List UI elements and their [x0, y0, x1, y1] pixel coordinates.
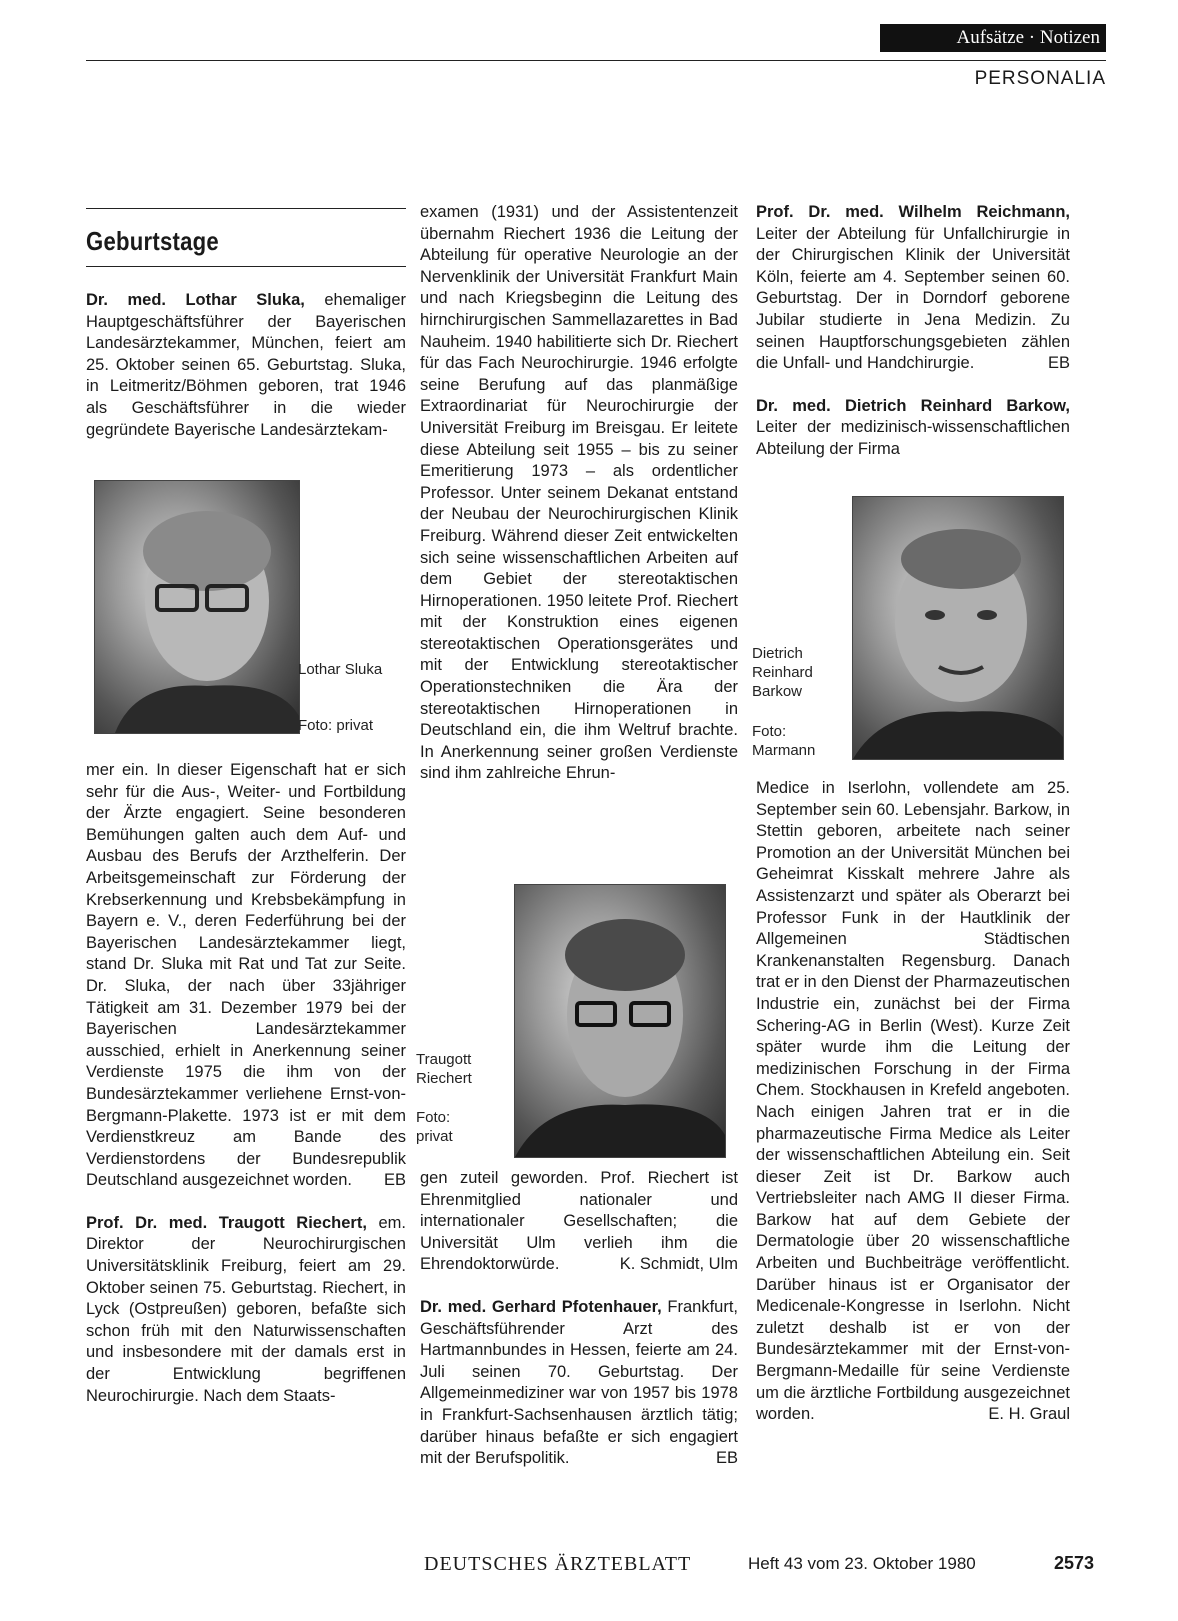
- riechert-caption-line: Riechert: [416, 1070, 472, 1087]
- barkow-portrait: [852, 496, 1064, 760]
- riechert-article-part2: [420, 202, 738, 785]
- footer-page-number: 2573: [1054, 1553, 1095, 1573]
- footer-issue: Heft 43 vom 23. Oktober 1980: [748, 1554, 976, 1573]
- section-tag: Aufsätze · Notizen: [880, 24, 1106, 52]
- sluka-text-2: mer ein. In dieser Eigenschaft hat er sich sehr für die Aus-, Weiter- und Fortbildung der Ärzte engagiert. Seine besonderen Bemühungen galten auch dem Auf- und Ausbau des Berufs der Arzthelferin. Der Arbeitsgemeinschaft zur Förderung der Krebserkennung und Krebsbekämpfung in Bayern e. V., deren Federführung bei der Bayerischen Landesärztekammer liegt, stand Dr. Sluka mit Rat und Tat zur Seite. Dr. Sluka, der nach über 33jähriger Tätigkeit am 31. Dezember 1979 bei der Bayerischen Landesärztekammer ausschied, erhielt in Anerkennung seiner Verdienste 1975 die ihm von der Bundesärztekammer verliehene Ernst-von-Bergmann-Plakette. 1973 ist er mit dem Verdienstkreuz am Bande des Verdienstordens der Bundesrepublik Deutschland ausgezeichnet worden.: [86, 761, 406, 1190]
- riechert-portrait: [514, 884, 726, 1158]
- riechert-signature: K. Schmidt, Ulm: [619, 1255, 738, 1274]
- reichmann-signature: EB: [1047, 354, 1070, 373]
- riechert-article-part3: [420, 1168, 738, 1470]
- riechert-name: Prof. Dr. med. Traugott Riechert,: [86, 1213, 367, 1232]
- barkow-caption-line: Barkow: [752, 683, 803, 700]
- riechert-caption-line: Traugott: [416, 1051, 472, 1068]
- barkow-caption-name: [752, 644, 850, 701]
- sluka-caption-name: Lothar Sluka: [298, 661, 383, 678]
- section-title: Geburtstage: [86, 226, 219, 256]
- barkow-caption-foto: [752, 722, 850, 760]
- riechert-caption-foto: [416, 1108, 512, 1146]
- barkow-caption-line: Marmann: [752, 742, 816, 759]
- barkow-text-1: Leiter der medizinisch-wissenschaftlichen Abteilung der Firma: [756, 418, 1070, 458]
- riechert-text-2: examen (1931) und der Assistentenzeit übernahm Riechert 1936 die Leitung der Abteilung für operative Neurologie an der Nervenklinik der Universität Frankfurt Main und nach Kriegsbeginn die Leitung des hirnchirurgischen Sammellazarettes in Bad Nauheim. 1940 habilitierte sich Dr. Riechert für das Fach Neurochirurgie. 1946 erfolgte seine Berufung auf das planmäßige Extraordinariat für Neurochirurgie der Universität Freiburg im Breisgau. Er leitete diese Abteilung seit 1955 – bis zu seiner Emeritierung 1973 – als ordentlicher Professor. Unter seinem Dekanat entstand der Neubau der Neurochirurgischen Klinik Freiburg. Während dieser Zeit entwickelten sich seine wissenschaftlichen Arbeiten auf dem Gebiet der stereotaktischen Hirnoperationen. 1950 leitete Prof. Riechert mit der Konstruktion eines eigenen stereotaktischen Operationsgerätes und mit der Entwicklung stereotaktischer Operationstechniken die Ära der stereotaktischen Hirnoperationen in Deutschland ein, die ihm Weltruf brachte. In Anerkennung seiner großen Verdienste sind ihm zahlreiche Ehrun-: [420, 203, 738, 783]
- barkow-text-2: Medice in Iserlohn, vollendete am 25. September sein 60. Lebensjahr. Barkow, in Stettin geboren, arbeitete nach seiner Promotion an der Universität München bei Geheimrat Kisskalt mehrere Jahre als Assistenzarzt und später als Oberarzt bei Professor Funk in der Hautklinik der Allgemeinen Städtischen Krankenanstalten Regensburg. Danach trat er in den Dienst der Pharmazeutischen Industrie ein, zunächst bei der Firma Schering-AG in Berlin (West). Kurze Zeit später wurde ihm die Leitung der medizinischen Forschung in der Firma Chem. Stockhausen in Krefeld angeboten. Nach einigen Jahren trat er in die pharmazeutische Firma Medice als Leiter der wissenschaftlichen Abteilung ein. Seit dieser Zeit ist Dr. Barkow auch Vertriebsleiter nach AMG II dieser Firma. Barkow hat auf dem Gebiete der Dermatologie über 20 wissenschaftliche Arbeiten und Buchbeiträge veröffentlicht. Darüber hinaus ist er Organisator der Medicenale-Kongresse in Iserlohn. Nicht zuletzt deshalb ist er von der Bundesärztekammer mit der Ernst-von-Bergmann-Medaille für seine Verdienste um die ärztliche Fortbildung ausgezeichnet worden.: [756, 779, 1070, 1424]
- portrait-illustration: [95, 481, 299, 733]
- title-rule-bottom: [86, 266, 406, 267]
- riechert-text-1: em. Direktor der Neurochirurgischen Universitätsklinik Freiburg, feiert am 29. Oktober seinen 75. Geburtstag. Riechert, in Lyck (Ostpreußen) geboren, befaßte sich schon früh mit den Naturwissenschaften und insbesondere mit der damals erst in der Entwicklung begriffenen Neurochirurgie. Nach dem Staats-: [86, 1213, 406, 1405]
- riechert-caption-name: [416, 1050, 512, 1088]
- barkow-caption-line: Dietrich: [752, 645, 803, 662]
- reichmann-name: Prof. Dr. med. Wilhelm Reichmann,: [756, 203, 1070, 221]
- barkow-name: Dr. med. Dietrich Reinhard Barkow,: [756, 396, 1070, 415]
- riechert-caption-line: privat: [416, 1128, 453, 1145]
- col3-articles-top: [756, 202, 1070, 461]
- barkow-article-part2: [756, 778, 1070, 1426]
- top-rule: [86, 60, 1106, 61]
- barkow-caption-line: Reinhard: [752, 664, 813, 681]
- sluka-caption-foto: Foto: privat: [298, 717, 374, 734]
- portrait-illustration: [515, 885, 725, 1157]
- sluka-signature: EB: [383, 1171, 406, 1190]
- riechert-text-3: gen zuteil geworden. Prof. Riechert ist Ehrenmitglied nationaler und internationaler Gesellschaften; die Universität Ulm verlieh ihm die Ehrendoktorwürde.: [420, 1169, 738, 1274]
- barkow-signature: E. H. Graul: [988, 1405, 1070, 1424]
- footer-journal: DEUTSCHES ÄRZTEBLATT: [424, 1553, 692, 1575]
- sluka-name: Dr. med. Lothar Sluka,: [86, 291, 305, 309]
- pfotenhauer-name: Dr. med. Gerhard Pfotenhauer,: [420, 1297, 662, 1316]
- pfotenhauer-signature: EB: [715, 1449, 738, 1468]
- portrait-illustration: [853, 497, 1063, 759]
- sluka-article-part2: [86, 760, 406, 1407]
- barkow-caption-line: Foto:: [752, 723, 787, 740]
- section-name: PERSONALIA: [974, 68, 1106, 89]
- title-rule-top: [86, 208, 406, 209]
- sluka-text-1: ehemaliger Hauptgeschäftsführer der Bayerischen Landesärztekammer, München, feiert am 25. Oktober seinen 65. Geburtstag. Sluka, in Leitmeritz/Böhmen geboren, trat 1946 als Geschäftsführer in die wieder gegründete Bayerische Landesärztekam-: [86, 291, 406, 439]
- riechert-caption-line: Foto:: [416, 1109, 451, 1126]
- sluka-article-part1: [86, 290, 406, 441]
- sluka-portrait: [94, 480, 300, 734]
- reichmann-text: Leiter der Abteilung für Unfallchirurgie in der Chirurgischen Klinik der Universität Köln, feierte am 4. September seinen 60. Geburtstag. Der in Dorndorf geborene Jubilar studierte in Jena Medizin. Zu seinen Hauptforschungsgebieten zählen die Unfall- und Handchirurgie.: [756, 224, 1070, 373]
- pfotenhauer-text: Frankfurt, Geschäftsführender Arzt des Hartmannbundes in Hessen, feierte am 24. Juli seinen 70. Geburtstag. Der Allgemeinmediziner war von 1957 bis 1978 in Frankfurt-Sachsenhausen ärztlich tätig; darüber hinaus befaßte er sich engagiert mit der Berufspolitik.: [420, 1297, 738, 1468]
